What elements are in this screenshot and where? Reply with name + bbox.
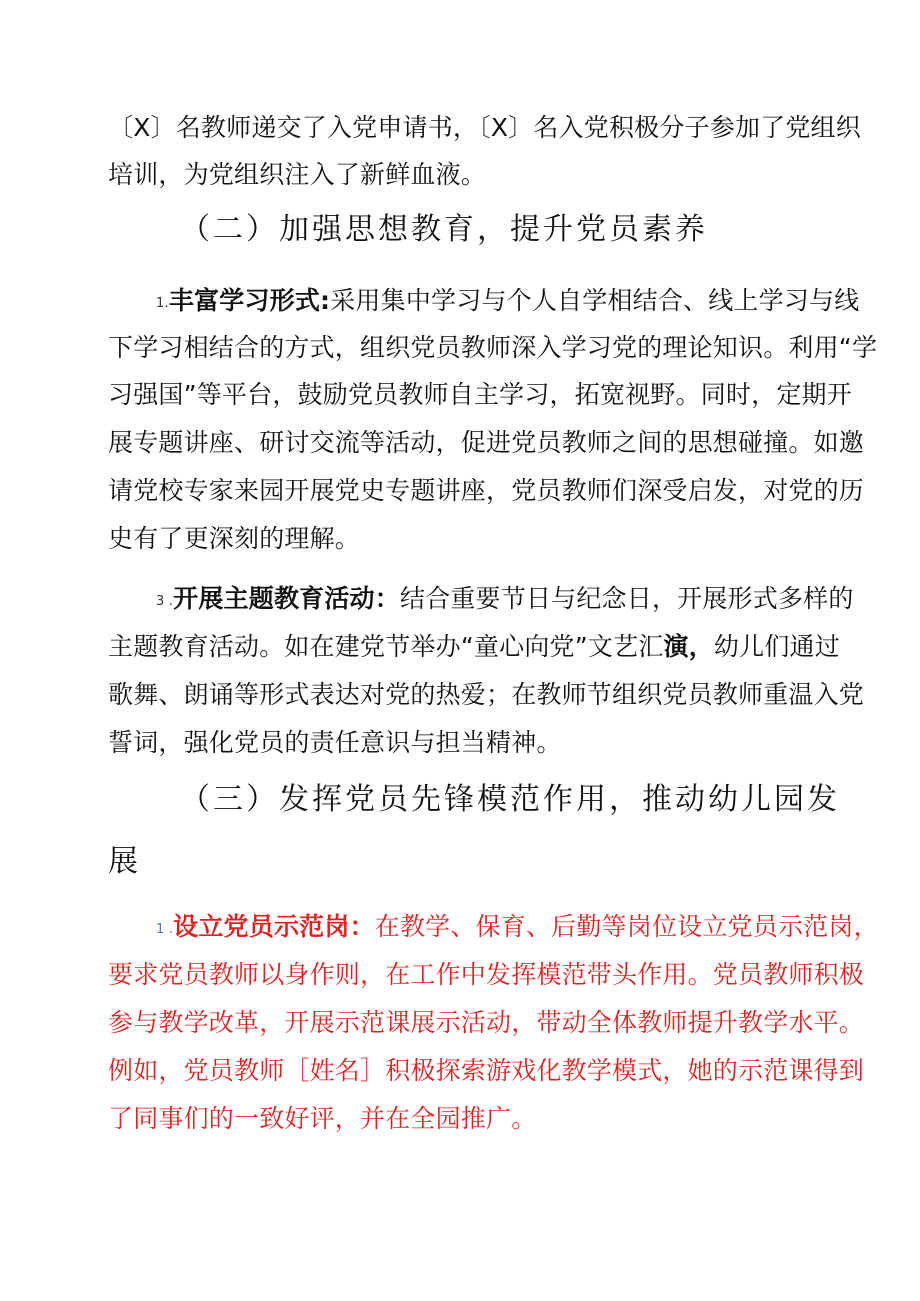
item-number: 3 . [156, 594, 174, 609]
item-title: 丰富学习形式: [168, 286, 331, 315]
item-text: 在教学、保育、后勤等岗位设立党员示范岗， [374, 912, 879, 941]
item-text: 结合重要节日与纪念日，开展形式多样的 [399, 584, 854, 613]
section-2-item-1-line-2: 下学习相结合的方式，组织党员教师深入学习党的理论知识。利用“学 [108, 333, 878, 362]
section-2-item-1-line-3: 习强国”等平台，鼓励党员教师自主学习，拓宽视野。同时，定期开 [108, 380, 852, 409]
section-3-heading-line-1: （三）发挥党员先锋模范作用，推动幼儿园发 [180, 782, 840, 817]
intro-line-2: 培训，为党组织注入了新鲜血液。 [108, 160, 487, 189]
item-number: 1 . [156, 922, 174, 937]
item-number: 1. [156, 296, 169, 311]
section-2-item-1-line-5: 请党校专家来园开展党史专题讲座，党员教师们深受启发，对党的历 [108, 476, 865, 505]
section-3-item-1-line-2: 要求党员教师以身作则，在工作中发挥模范带头作用。党员教师积极 [108, 960, 865, 989]
item-title: 开展主题教育活动： [173, 584, 400, 613]
section-3-heading-line-2: 展 [108, 844, 141, 879]
section-2-item-3-line-2 [108, 632, 840, 662]
section-2-item-1-line-4: 展专题讲座、研讨交流等活动，促进党员教师之间的思想碰撞。如邀 [108, 428, 865, 457]
section-2-item-3-line-4: 誓词，强化党员的责任意识与担当精神。 [108, 728, 562, 757]
section-2-heading: （二）加强思想教育，提升党员素养 [180, 212, 708, 247]
item-text: 幼儿们通过 [713, 632, 840, 661]
item-title: 设立党员示范岗： [173, 912, 375, 941]
section-2-item-1-line-6: 史有了更深刻的理解。 [108, 524, 361, 553]
item-text-bold: 演， [663, 632, 714, 661]
section-2-item-1-line-1 [156, 286, 859, 319]
section-2-item-3-line-3: 歌舞、朗诵等形式表达对党的热爱；在教师节组织党员教师重温入党 [108, 680, 865, 709]
section-3-item-1-line-3: 参与教学改革，开展示范课展示活动，带动全体教师提升教学水平。 [108, 1008, 865, 1037]
intro-line-1: 〔X〕名教师递交了入党申请书，〔X〕名入党积极分子参加了党组织 [108, 113, 861, 142]
section-3-item-1-line-4: 例如，党员教师［姓名］积极探索游戏化教学模式，她的示范课得到 [108, 1056, 865, 1085]
item-text: 采用集中学习与个人自学相结合、线上学习与线 [330, 286, 860, 315]
section-2-item-3-line-1 [156, 584, 854, 617]
section-3-item-1-line-1 [156, 912, 879, 945]
item-text: 主题教育活动。如在建党节举办“童心向党”文艺汇 [108, 632, 664, 661]
section-3-item-1-line-5: 了同事们的一致好评，并在全园推广。 [108, 1104, 537, 1133]
